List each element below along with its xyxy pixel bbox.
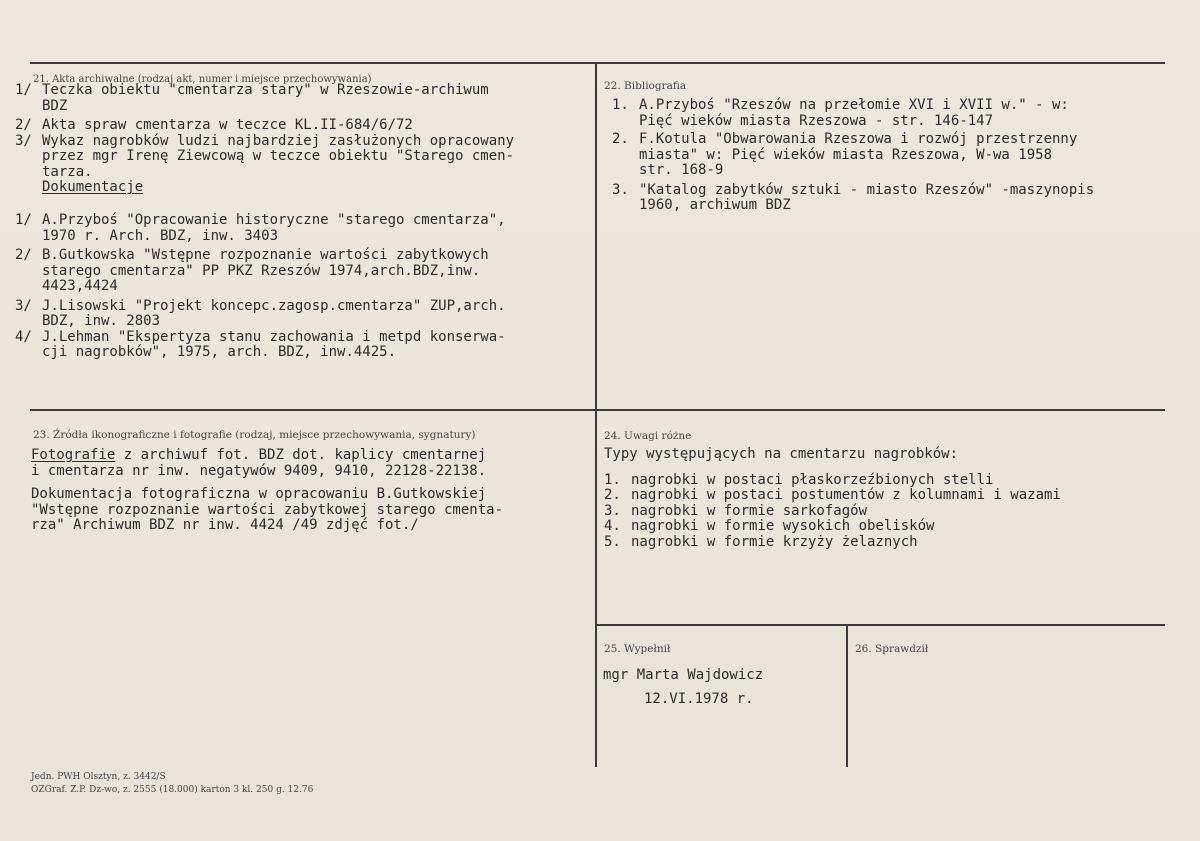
- documentation-subheading: [15, 180, 514, 196]
- field-25-label: 25. Wypełnił: [604, 643, 671, 655]
- item-number: 3.: [604, 502, 621, 519]
- list-item: [612, 98, 1094, 114]
- field-22-label: 22. Bibliografia: [604, 80, 687, 92]
- item-text: F.Kotula "Obwarowania Rzeszowa i rozwój przestrzenny: [639, 131, 1078, 147]
- item-text-continued: cji nagrobków", 1975, arch. BDZ, inw.4425.: [42, 344, 397, 360]
- item-text: nagrobki w formie sarkofagów: [631, 502, 868, 519]
- list-item: [604, 504, 1061, 520]
- subheading-text: Dokumentacje: [42, 179, 144, 195]
- item-number: 4.: [604, 518, 621, 534]
- filled-by-date: 12.VI.1978 r.: [644, 691, 754, 707]
- field-21-documentation: [15, 213, 506, 361]
- item-text-continued: BDZ, inw. 2803: [42, 313, 161, 329]
- item-text: J.Lehman "Ekspertyza stanu zachowania i metpd konserwa-: [42, 328, 506, 345]
- doc-paragraph-line: "Wstępne rozpoznanie wartości zabytkowej starego cmenta-: [31, 501, 504, 518]
- item-number: 3.: [612, 181, 629, 198]
- field-21-archives: [15, 83, 514, 196]
- item-text: Teczka obiektu "cmentarza stary" w Rzeszowie-archiwum: [42, 82, 489, 98]
- item-text: Wykaz nagrobków ludzi najbardziej zasłużonych opracowany: [42, 132, 515, 149]
- list-item: [604, 535, 1061, 551]
- item-text-continued: str. 168-9: [639, 162, 724, 178]
- filled-by-name: mgr Marta Wajdowicz: [603, 667, 764, 683]
- item-number: 4/: [15, 328, 32, 345]
- photo-text-continued: i cmentarza nr inw. negatywów 9409, 9410, 22128-22138.: [31, 462, 487, 479]
- doc-paragraph-line: Dokumentacja fotograficzna w opracowaniu B.Gutkowskiej: [31, 486, 487, 502]
- remarks-heading: Typy występujących na cmentarzu nagrobków:: [604, 446, 959, 462]
- list-item: [15, 330, 506, 346]
- list-item: [15, 248, 506, 264]
- item-number: 3/: [15, 297, 32, 314]
- item-text-continued: 1970 r. Arch. BDZ, inw. 3403: [42, 227, 279, 244]
- item-number: 5.: [604, 533, 621, 550]
- signature-divider: [846, 624, 848, 767]
- list-item: [15, 118, 514, 134]
- printer-imprint-line-1: Jedn. PWH Olsztyn, z. 3442/S: [31, 772, 166, 782]
- item-text: J.Lisowski "Projekt koncepc.zagosp.cmentarza" ZUP,arch.: [42, 297, 506, 314]
- list-item: [604, 473, 1061, 489]
- item-text-continued: tarza.: [42, 163, 93, 180]
- item-number: 1/: [15, 82, 32, 98]
- item-number: 2.: [604, 487, 621, 503]
- item-text: A.Przyboś "Opracowanie historyczne "starego cmentarza",: [42, 212, 506, 228]
- item-text-continued: przez mgr Irenę Ziewcową w teczce obiektu "Starego cmen-: [42, 148, 515, 164]
- list-item: [15, 134, 514, 150]
- item-text-continued: 4423,4424: [42, 278, 118, 294]
- doc-paragraph-line: rza" Archiwum BDZ nr inw. 4424 /49 zdjęć fot./: [31, 517, 419, 533]
- field-23-label: 23. Źródła ikonograficzne i fotografie (rodzaj, miejsce przechowywania, sygnatury): [33, 429, 476, 441]
- item-number: 1/: [15, 212, 32, 228]
- middle-rule: [30, 409, 1165, 411]
- item-number: 3/: [15, 132, 32, 149]
- field-23-sources: [31, 448, 503, 534]
- item-text-continued: 1960, archiwum BDZ: [639, 197, 791, 213]
- item-text: Akta spraw cmentarza w teczce KL.II-684/6/72: [42, 117, 413, 133]
- list-item: [604, 488, 1061, 504]
- item-text: nagrobki w postaci postumentów z kolumnami i wazami: [631, 487, 1061, 503]
- center-divider: [595, 62, 597, 767]
- list-item: [612, 183, 1094, 199]
- item-text-continued: starego cmentarza" PP PKZ Rzeszów 1974,arch.BDZ,inw.: [42, 262, 481, 279]
- item-number: 1.: [612, 97, 629, 113]
- field-24-remarks: [604, 447, 1061, 550]
- item-text: nagrobki w postaci płaskorzeźbionych stelli: [631, 471, 994, 488]
- item-text: nagrobki w formie krzyży żelaznych: [631, 533, 918, 550]
- signature-rule: [596, 624, 1165, 626]
- item-text-continued: miasta" w: Pięć wieków miasta Rzeszowa, W-wa 1958: [639, 146, 1053, 163]
- list-item: [604, 519, 1061, 535]
- field-21-label: 21. Akta archiwalne (rodzaj akt, numer i miejsce przechowywania): [33, 74, 372, 85]
- item-text: B.Gutkowska "Wstępne rozpoznanie wartości zabytkowych: [42, 247, 489, 263]
- item-number: 1.: [604, 471, 621, 488]
- list-item: [15, 83, 514, 99]
- printer-imprint-line-2: OZGraf. Z.P. Dz-wo, z. 2555 (18.000) karton 3 kl. 250 g. 12.76: [31, 785, 314, 795]
- item-text: nagrobki w formie wysokich obelisków: [631, 518, 935, 534]
- item-text: A.Przyboś "Rzeszów na przełomie XVI i XVII w." - w:: [639, 97, 1069, 113]
- field-22-bibliography: [612, 98, 1094, 214]
- list-item: [15, 299, 506, 315]
- field-24-label: 24. Uwagi różne: [604, 430, 692, 442]
- item-text-continued: BDZ: [42, 97, 68, 114]
- photo-text: z archiwuf fot. BDZ dot. kaplicy cmentarnej: [115, 447, 487, 463]
- photo-paragraph: [31, 448, 503, 464]
- item-text-continued: Pięć wieków miasta Rzeszowa - str. 146-147: [639, 112, 994, 129]
- list-item: [612, 132, 1094, 148]
- field-26-label: 26. Sprawdził: [855, 643, 929, 655]
- top-rule: [30, 62, 1165, 64]
- item-number: 2/: [15, 117, 32, 133]
- item-number: 2/: [15, 247, 32, 263]
- list-item: [15, 213, 506, 229]
- item-text: "Katalog zabytków sztuki - miasto Rzeszów" -maszynopis: [639, 181, 1095, 198]
- photo-lead: Fotografie: [31, 447, 116, 463]
- item-number: 2.: [612, 131, 629, 147]
